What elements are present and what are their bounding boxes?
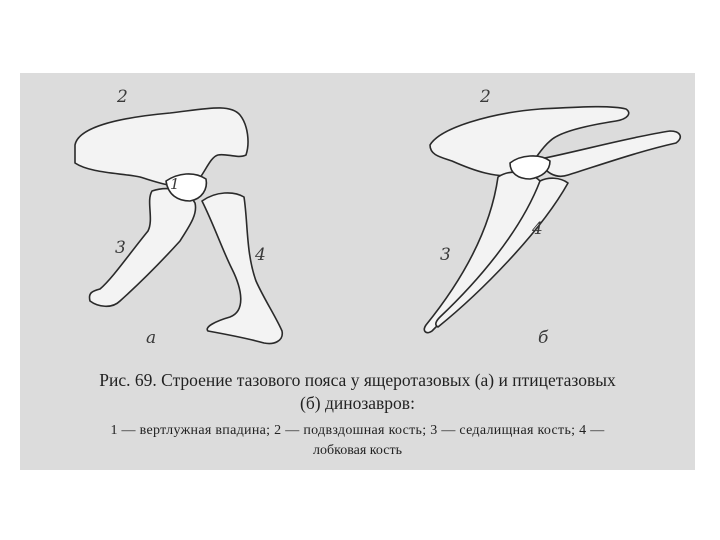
label-b-4: 4	[532, 219, 543, 239]
ilium-a	[75, 108, 248, 186]
ischium-a	[89, 189, 195, 307]
label-b-3: 3	[440, 245, 451, 265]
label-a-2: 2	[117, 87, 128, 107]
label-a-3: 3	[115, 238, 126, 258]
label-a-4: 4	[255, 245, 266, 265]
pelvis-a-drawing	[75, 108, 282, 344]
caption-title-continued: (б) динозавров:	[300, 393, 415, 413]
pubis-b	[540, 131, 680, 176]
acetabulum-b	[510, 156, 550, 179]
label-part-a: а	[146, 328, 157, 348]
pelvis-drawings	[20, 73, 695, 363]
scanned-figure	[20, 73, 695, 470]
pubis-a	[202, 193, 282, 344]
caption-legend: 1 — вертлужная впадина; 2 — подвздошная кость; 3 — седалищная кость; 4 —	[110, 423, 605, 438]
pelvis-b-drawing	[424, 107, 680, 333]
caption-title: Рис. 69. Строение тазового пояса у ящеротазовых (а) и птицетазовых	[99, 370, 616, 390]
label-part-b: б	[538, 328, 549, 348]
label-a-1: 1	[170, 175, 180, 193]
caption-legend-continued: лобковая кость	[313, 443, 402, 458]
label-b-2: 2	[480, 87, 491, 107]
